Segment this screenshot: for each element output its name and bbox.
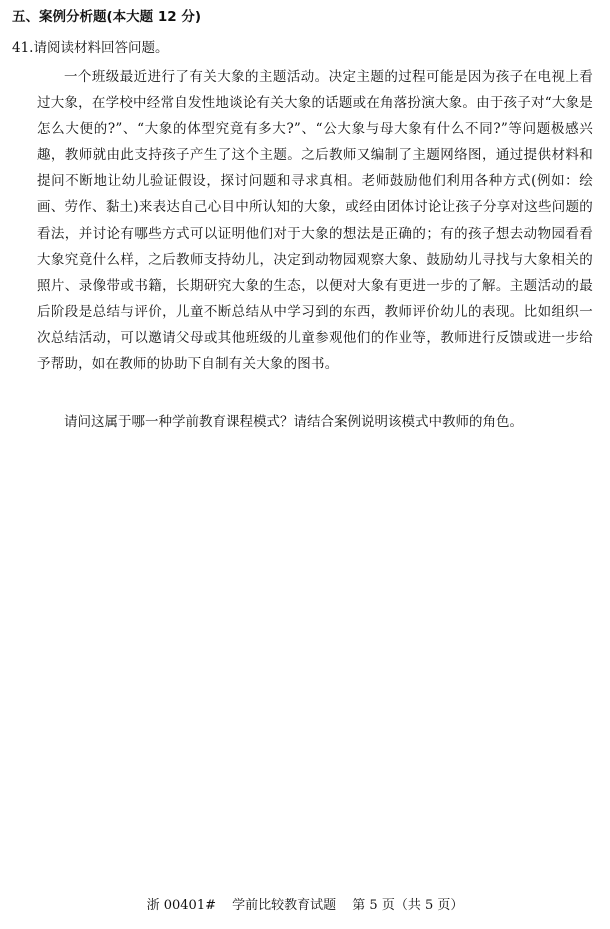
question-header xyxy=(12,37,168,59)
exam-code: 浙 00401# xyxy=(146,898,216,913)
question-prompt: 请问这属于哪一种学前教育课程模式？请结合案例说明该模式中教师的角色。 xyxy=(64,414,523,430)
page-footer xyxy=(0,896,610,916)
case-passage: 一个班级最近进行了有关大象的主题活动。决定主题的过程可能是因为孩子在电视上看过大象，在学校中经常自发性地谈论有关大象的话题或在角落扮演大象。由于孩子对“大象是怎么大便的?”、“大象的体型究竟有多大?”、“公大象与母大象有什么不同?”等问题极感兴趣，教师就由此支持孩子产生了这个主题。之后教师又编制了主题网络图，通过提供材料和提问不断地让幼儿验证假设，探讨问题和寻求真相。老师鼓励他们利用各种方式(例如：绘画、劳作、黏土)来表达自己心目中所认知的大象，或经由团体讨论让孩子分享对这些问题的看法，并讨论有哪些方式可以证明他们对于大象的想法是正确的；有的孩子想去动物园看看大象究竟什么样，之后教师支持幼儿，决定到动物园观察大象、鼓励幼儿寻找与大象相关的照片、录像带或书籍，长期研究大象的生态，以便对大象有更进一步的了解。主题活动的最后阶段是总结与评价，儿童不断总结从中学习到的东西，教师评价幼儿的表现。比如组织一次总结活动，可以邀请父母或其他班级的儿童参观他们的作业等，教师进行反馈或进一步给予帮助，如在教师的协助下自制有关大象的图书。 xyxy=(37,69,593,373)
section-title: 五、案例分析题(本大题 12 分) xyxy=(12,9,202,25)
exam-subject: 学前比较教育试题 xyxy=(232,898,337,913)
page-number: 第 5 页（共 5 页） xyxy=(352,898,464,913)
question-number: 41. xyxy=(12,40,34,56)
question-instruction: 请阅读材料回答问题。 xyxy=(33,40,169,56)
